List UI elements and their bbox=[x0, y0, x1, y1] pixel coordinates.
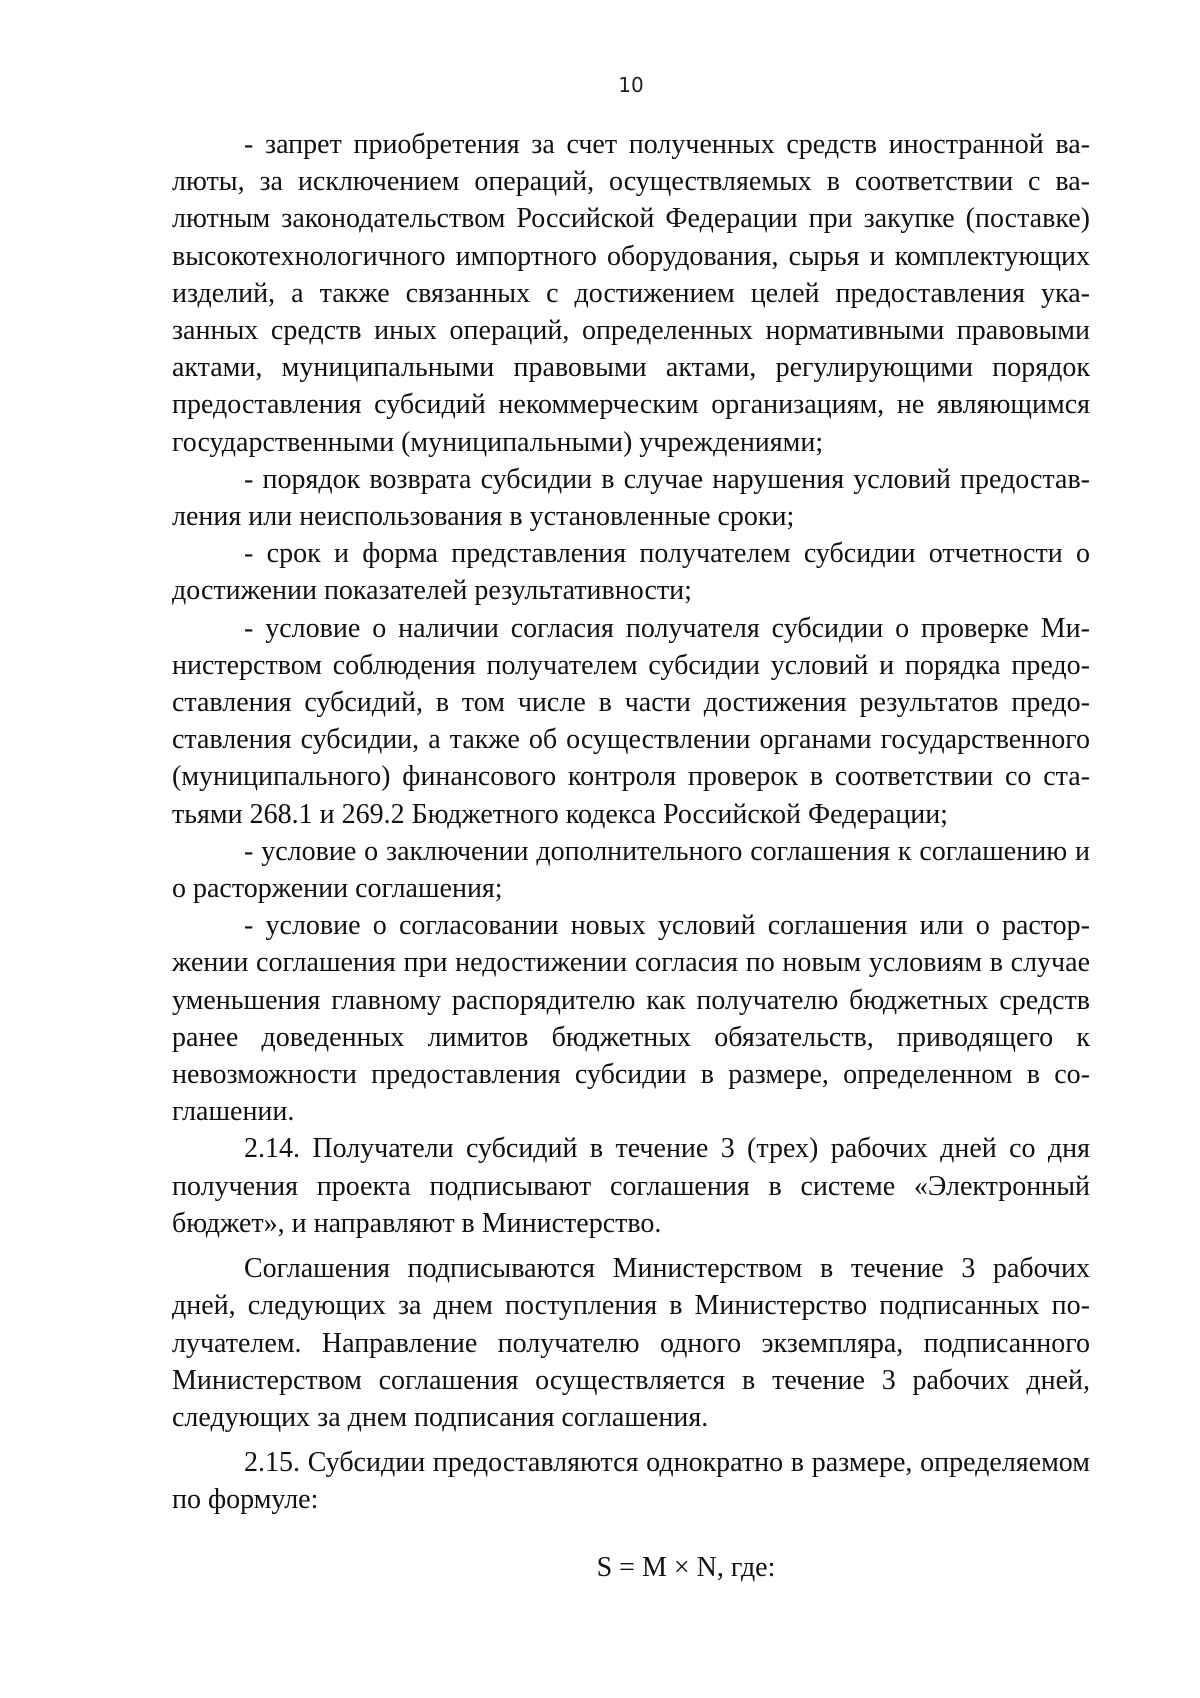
paragraph-new-conditions: - условие о согласовании новых условий соглашения или о расторжении соглашения при недостижении согласия по новым условиям в случае уменьшения главному распорядителю как получателю бюджетных средств ранее доведенных лимитов бюджетных обязательств, приводящего к невозможности предоставления субсидии в размере, определенном в соглашении. bbox=[172, 910, 1090, 1128]
paragraph-reporting-terms: - срок и форма представления получателем субсидии отчетности о достижении показателей результативности; bbox=[172, 538, 1090, 607]
paragraph-2-14: 2.14. Получатели субсидий в течение 3 (трех) рабочих дней со дня получения проекта подписывают соглашения в системе «Электронный бюджет», и направляют в Министерство. bbox=[172, 1133, 1090, 1239]
subsidy-formula: S = M × N, где: bbox=[596, 1551, 776, 1583]
document-body bbox=[172, 126, 1090, 1586]
paragraph-audit-consent: - условие о наличии согласия получателя субсидии о проверке Министерством соблюдения получателем субсидии условий и порядка предоставления субсидий, в том числе в части достижения результатов предоставления субсидии, а также об осуществлении органами государственного (муниципального) финансового контроля проверок в соответствии со статьями 268.1 и 269.2 Бюджетного кодекса Российской Федерации; bbox=[172, 612, 1090, 830]
paragraph-agreement-signing: Соглашения подписываются Министерством в течение 3 рабочих дней, следующих за днем поступления в Министерство подписанных получателем. Направление получателю одного экземпляра, подписанного Министерством соглашения осуществляется в течение 3 рабочих дней, следующих за днем подписания соглашения. bbox=[172, 1253, 1090, 1433]
page-number: 10 bbox=[618, 73, 644, 97]
paragraph-refund-procedure: - порядок возврата субсидии в случае нарушения условий предоставления или неиспользования в установленные сроки; bbox=[172, 463, 1090, 533]
paragraph-2-15: 2.15. Субсидии предоставляются однократно в размере, определяемом по формуле: bbox=[172, 1447, 1090, 1516]
paragraph-currency-ban: - запрет приобретения за счет полученных средств иностранной валюты, за исключением операций, осуществляемых в соответствии с валютным законодательством Российской Федерации при закупке (поставке) высокотехнологичного импортного оборудования, сырья и комплектующих изделий, а также связанных с достижением целей предоставления указанных средств иных операций, определенных нормативными правовыми актами, муниципальными правовыми актами, регулирующими порядок предоставления субсидий некоммерческим организациям, не являющимся государственными (муниципальными) учреждениями; bbox=[172, 129, 1090, 458]
paragraph-additional-agreement: - условие о заключении дополнительного соглашения к соглашению и о расторжении соглашения; bbox=[172, 835, 1090, 905]
